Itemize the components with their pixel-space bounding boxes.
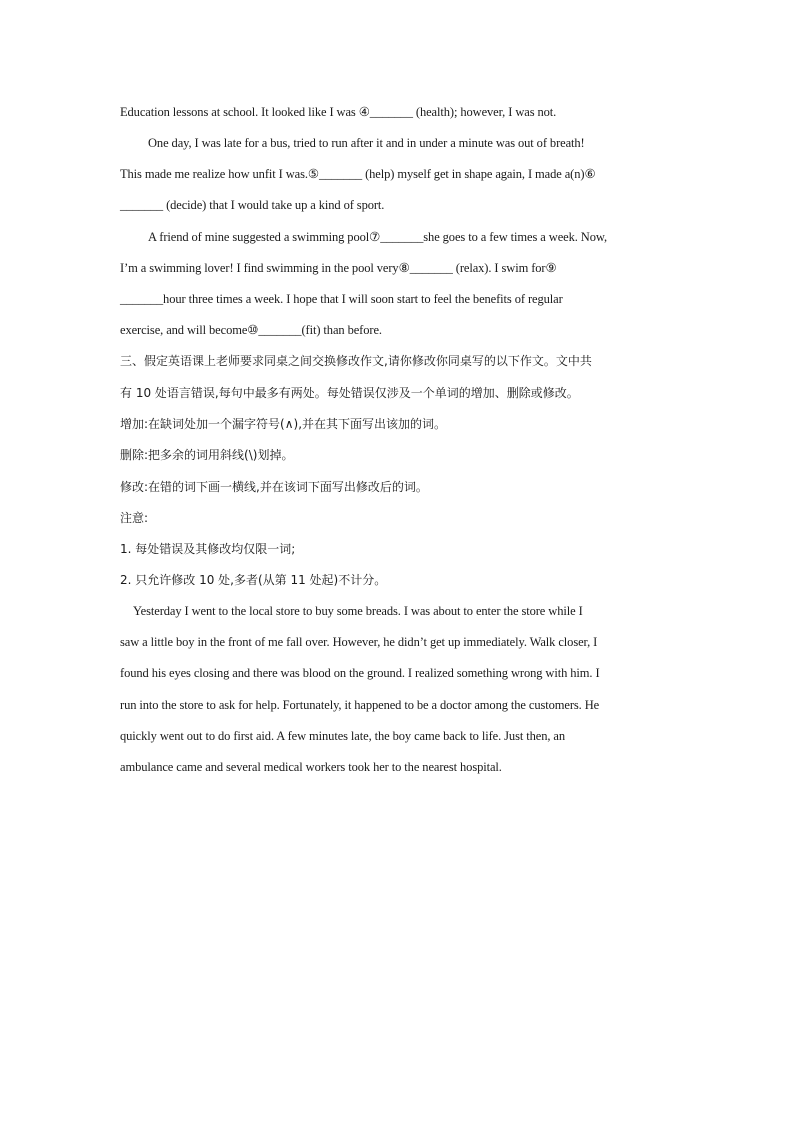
passage-line-6: I’m a swimming lover! I find swimming in the pool very⑧_______ (relax). I swim for⑨	[120, 261, 557, 275]
passage-line-1: Education lessons at school. It looked like I was ④_______ (health); however, I was not.	[120, 105, 557, 119]
essay-line-4: run into the store to ask for help. Fortunately, it happened to be a doctor among the customers. He	[120, 698, 600, 712]
note-heading: 注意:	[120, 511, 149, 525]
essay-line-1: Yesterday I went to the local store to buy some breads. I was about to enter the store while I	[133, 604, 583, 618]
passage-line-3: This made me realize how unfit I was.⑤_______ (help) myself get in shape again, I made a(n)⑥	[120, 167, 596, 181]
passage-line-4: _______ (decide) that I would take up a kind of sport.	[120, 198, 385, 212]
essay-line-5: quickly went out to do first aid. A few minutes late, the boy came back to life. Just then, an	[120, 729, 566, 743]
passage-line-8: exercise, and will become⑩_______(fit) than before.	[120, 323, 382, 337]
instruction-add: 增加:在缺词处加一个漏字符号(∧),并在其下面写出该加的词。	[120, 417, 447, 431]
essay-line-3: found his eyes closing and there was blood on the ground. I realized something wrong with him. I	[120, 666, 600, 680]
essay-line-6: ambulance came and several medical workers took her to the nearest hospital.	[120, 760, 502, 774]
instruction-line-2: 有 10 处语言错误,每句中最多有两处。每处错误仅涉及一个单词的增加、删除或修改。	[120, 386, 579, 400]
note-item-1: 1. 每处错误及其修改均仅限一词;	[120, 542, 296, 556]
instruction-modify: 修改:在错的词下画一横线,并在该词下面写出修改后的词。	[120, 480, 428, 494]
instruction-delete: 删除:把多余的词用斜线(\)划掉。	[120, 448, 294, 462]
section-3-heading: 三、假定英语课上老师要求同桌之间交换修改作文,请你修改你同桌写的以下作文。文中共	[120, 354, 592, 368]
note-item-2: 2. 只允许修改 10 处,多者(从第 11 处起)不计分。	[120, 573, 387, 587]
essay-line-2: saw a little boy in the front of me fall over. However, he didn’t get up immediately. Walk closer, I	[120, 635, 598, 649]
passage-line-2: One day, I was late for a bus, tried to run after it and in under a minute was out of breath!	[148, 136, 585, 150]
passage-line-7: _______hour three times a week. I hope that I will soon start to feel the benefits of regular	[120, 292, 563, 306]
passage-line-5: A friend of mine suggested a swimming pool⑦_______she goes to a few times a week. Now,	[148, 230, 608, 244]
